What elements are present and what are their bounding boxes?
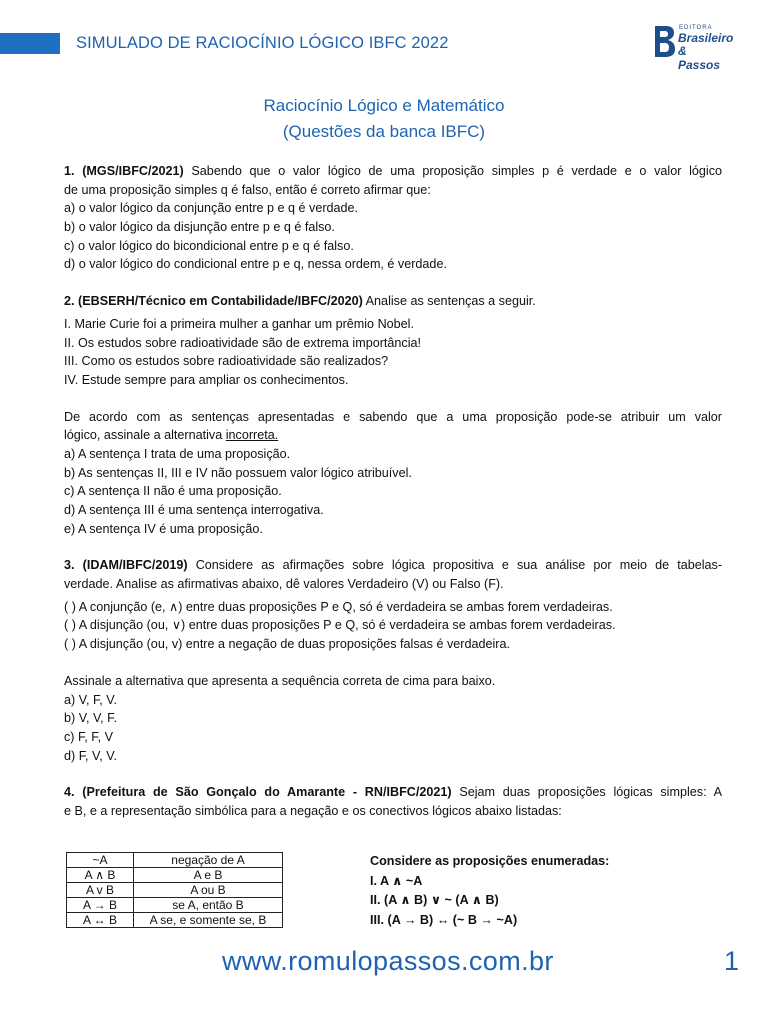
doc-subtitle: (Questões da banca IBFC) [282,122,486,141]
q1-option-a: a) o valor lógico da conjunção entre p e q é verdade. [64,201,359,216]
q1-option-b: b) o valor lógico da disjunção entre p e q é falso. [64,220,335,235]
q2-stem-line [64,292,722,311]
q2-question-line1: De acordo com as sentenças apresentadas e sabendo que a uma proposição pode-se atribuir um valor [64,409,722,424]
logo-small-text: EDITORA [679,25,713,31]
logo-mark-icon [652,24,676,58]
q1-source: (MGS/IBFC/2021) [82,164,184,178]
publisher-logo [652,24,734,72]
q4-source: (Prefeitura de São Gonçalo do Amarante - RN/IBFC/2021) [82,785,452,800]
q1-stem-1: Sabendo que o valor lógico de uma proposição simples p é verdade e o valor lógico [191,164,723,178]
table-cell: negação de A [134,853,283,868]
q2-option-b: b) As sentenças II, III e IV não possuem valor lógico atribuível. [64,465,412,480]
table-cell: ~A [67,853,134,868]
table-cell: A → B [67,898,134,913]
page-number: 1 [724,946,740,976]
q1-stem-line1 [64,162,722,181]
table-cell: A ou B [134,883,283,898]
table-cell: A ∧ B [67,868,134,883]
table-cell: A v B [67,883,134,898]
q4-prop-1: I. A ∧ ~A [370,873,423,888]
q2-option-e: e) A sentença IV é uma proposição. [64,521,263,536]
q4-stem-1: Sejam duas proposições lógicas simples: A [459,785,723,800]
table-row [67,853,283,868]
q3-blank-1: ( ) [64,599,76,614]
q4-prop-3: III. (A → B) ↔ (~ B → ~A) [370,912,518,927]
symbol-table [66,852,283,928]
q2-stem: Analise as sentenças a seguir. [365,294,536,309]
table-row [67,898,283,913]
footer-url-link[interactable]: www.romulopassos.com.br [222,946,554,976]
table-cell: A ↔ B [67,913,134,928]
q1-number: 1. [64,164,75,178]
q3-item-3-text: A disjunção (ou, v) entre a negação de duas proposições falsas é verdadeira. [78,637,510,652]
q4-stem-line2: e B, e a representação simbólica para a negação e os conectivos lógicos abaixo listadas: [64,803,562,818]
question-2 [64,292,722,538]
question-4 [64,783,722,820]
q3-option-a: a) V, F, V. [64,692,117,707]
q2-source: (EBSERH/Técnico em Contabilidade/IBFC/2020) [78,294,363,309]
table-row [67,883,283,898]
table-row [67,913,283,928]
q4-props-title: Considere as proposições enumeradas: [370,854,610,868]
q3-question: Assinale a alternativa que apresenta a sequência correta de cima para baixo. [64,673,496,688]
q3-source: (IDAM/IBFC/2019) [82,558,188,573]
q2-sentence-2: II. Os estudos sobre radioatividade são de extrema importância! [64,335,422,350]
q3-item-2-text: A disjunção (ou, ∨) entre duas proposições P e Q, só é verdadeira se ambas forem verdadeiras. [78,618,616,633]
q3-option-b: b) V, V, F. [64,711,117,726]
q3-option-c: c) F, F, V [64,729,113,744]
q2-sentence-3: III. Como os estudos sobre radioatividade são realizados? [64,354,389,369]
q2-sentence-1: I. Marie Curie foi a primeira mulher a ganhar um prêmio Nobel. [64,316,414,331]
q4-propositions [370,852,609,930]
q4-prop-2: II. (A ∧ B) ∨ ~ (A ∧ B) [370,893,499,907]
q4-stem-line1 [64,783,722,802]
question-1 [64,162,722,274]
q2-question-line2 [64,426,722,445]
q3-number: 3. [64,558,75,573]
table-cell: A e B [134,868,283,883]
q2-question-2b: incorreta. [225,428,279,443]
q3-option-d: d) F, V, V. [64,748,117,763]
logo-line2: & Passos [678,44,721,72]
q3-stem-1: Considere as afirmações sobre lógica propositiva e sua análise por meio de tabelas- [195,558,723,573]
q3-blank-2: ( ) [64,618,76,633]
q1-stem-line2: de uma proposição simples q é falso, então é correto afirmar que: [64,182,431,197]
q3-item-3 [64,635,722,654]
q2-number: 2. [64,294,75,309]
q3-stem-line1 [64,556,722,575]
q2-sentence-4: IV. Estude sempre para ampliar os conhecimentos. [64,372,349,387]
q3-item-1-text: A conjunção (e, ∧) entre duas proposições P e Q, só é verdadeira se ambas forem verdadeiras. [78,599,613,614]
logo-line1: Brasileiro [678,31,734,45]
q4-number: 4. [64,785,75,800]
doc-title: Raciocínio Lógico e Matemático [263,96,505,115]
question-3 [64,556,722,765]
q1-option-c: c) o valor lógico do bicondicional entre p e q é falso. [64,238,354,253]
q2-option-d: d) A sentença III é uma sentença interrogativa. [64,503,324,517]
q3-item-2 [64,616,722,635]
table-cell: se A, então B [134,898,283,913]
questions-body [64,162,722,821]
q3-stem-line2: verdade. Analise as afirmativas abaixo, dê valores Verdadeiro (V) ou Falso (F). [64,577,504,592]
header-accent-bar [0,33,60,54]
q3-item-1 [64,598,722,617]
q1-option-d: d) o valor lógico do condicional entre p e q, nessa ordem, é verdade. [64,257,447,272]
q2-option-c: c) A sentença II não é uma proposição. [64,484,282,499]
q2-option-a: a) A sentença I trata de uma proposição. [64,446,291,461]
q3-blank-3: ( ) [64,637,76,652]
header-title: SIMULADO DE RACIOCÍNIO LÓGICO IBFC 2022 [76,34,449,52]
table-cell: A se, e somente se, B [134,913,283,928]
table-row [67,868,283,883]
q2-question-2a: lógico, assinale a alternativa [64,428,223,443]
